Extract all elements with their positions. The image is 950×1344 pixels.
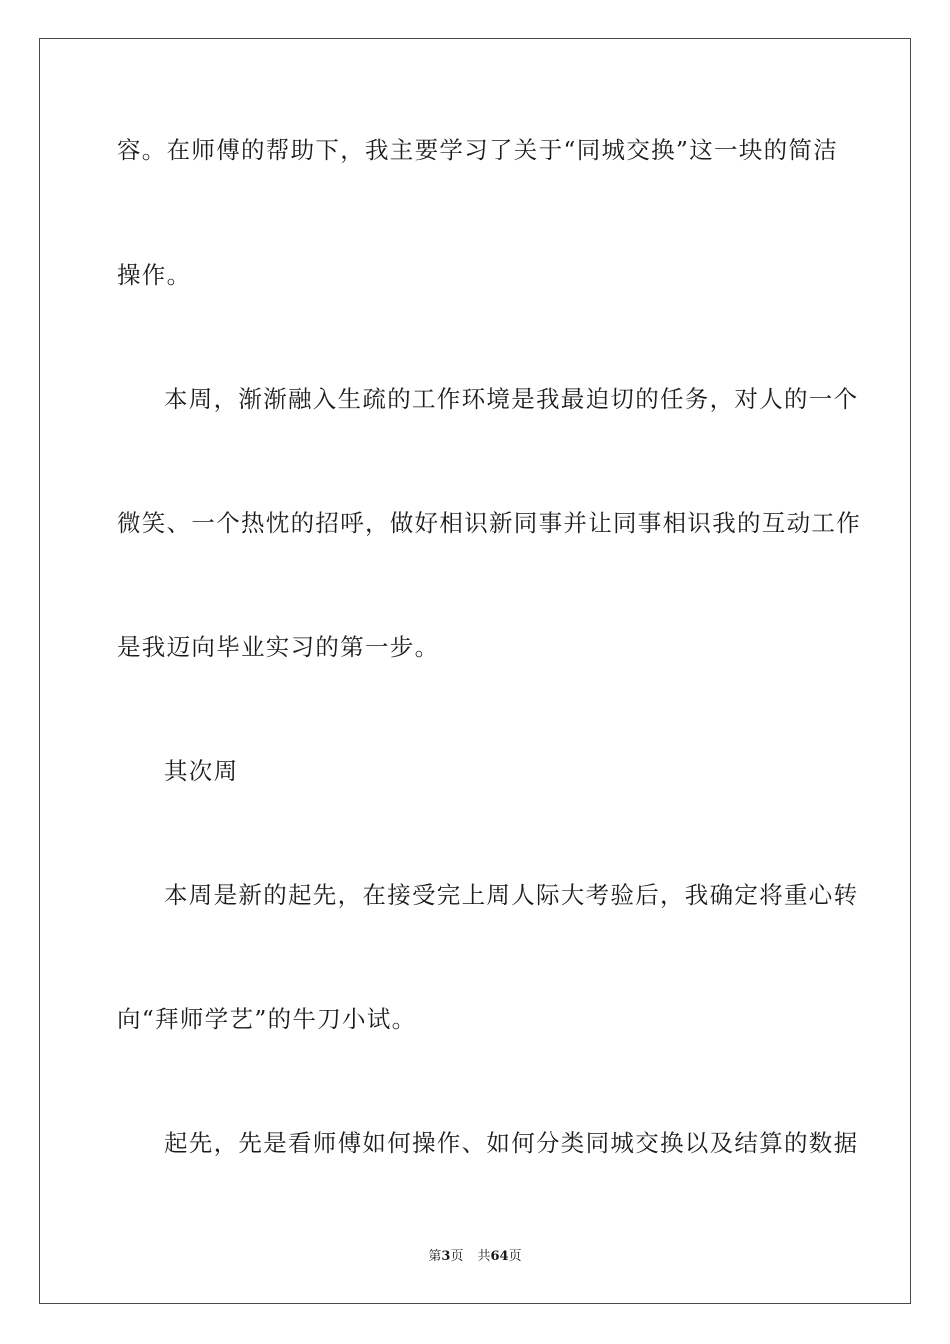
page-prefix: 第 — [428, 1249, 442, 1264]
paragraph-start-1: 本周，渐渐融入生疏的工作环境是我最迫切的任务，对人的一个 — [164, 385, 859, 413]
paragraph-start-2: 本周是新的起先，在接受完上周人际大考验后，我确定将重心转 — [164, 881, 859, 909]
section-heading: 其次周 — [164, 757, 239, 785]
text-line-4: 微笑、一个热忱的招呼，做好相识新同事并让同事相识我的互动工作 — [117, 509, 861, 537]
page-footer — [0, 1248, 950, 1266]
total-prefix: 共 — [477, 1249, 491, 1264]
total-pages: 64 — [490, 1249, 509, 1264]
text-line-2: 操作。 — [117, 261, 192, 289]
page-border — [39, 38, 911, 1304]
text-line-5: 是我迈向毕业实习的第一步。 — [117, 633, 440, 661]
text-line-1: 容。在师傅的帮助下，我主要学习了关于“同城交换”这一块的简洁 — [117, 136, 839, 164]
paragraph-start-3: 起先，先是看师傅如何操作、如何分类同城交换以及结算的数据 — [164, 1129, 859, 1157]
total-suffix: 页 — [508, 1249, 522, 1264]
page-suffix: 页 — [450, 1249, 464, 1264]
text-line-8: 向“拜师学艺”的牛刀小试。 — [117, 1005, 417, 1033]
page-number: 3 — [441, 1249, 451, 1264]
